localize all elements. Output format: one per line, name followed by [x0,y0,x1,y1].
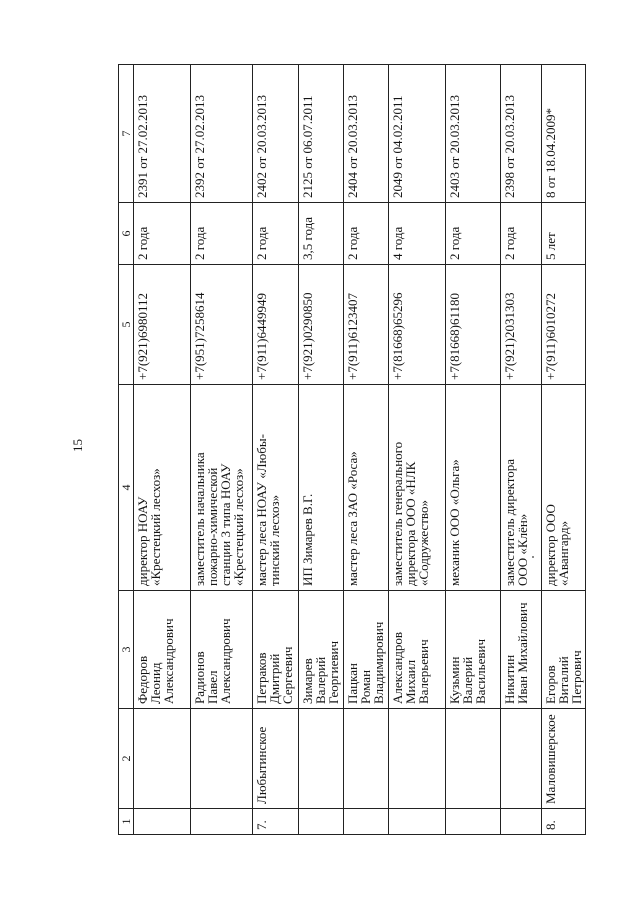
cell-district [344,709,389,809]
cell-position: директор ООО «Авангард» [542,385,586,591]
cell-certificate: 2404 от 20.03.2013 [344,65,389,203]
table-row [389,65,446,835]
rotated-table-container [118,65,584,835]
cell-name: Егоров Виталий Петрович [542,591,586,709]
table-row [542,65,586,835]
cell-num: 8. [542,809,586,835]
cell-certificate: 2398 от 20.03.2013 [501,65,542,203]
header-cell: 6 [119,203,134,265]
table-row [299,65,344,835]
column-number-row [119,65,134,835]
cell-name: Федоров Леонид Александрович [134,591,191,709]
cell-phone: +7(911)6010272 [542,265,586,385]
cell-phone: +7(921)6980112 [134,265,191,385]
cell-position: директор НОАУ «Крестецкий лесхоз» [134,385,191,591]
cell-position: ИП Зимарев В.Г. [299,385,344,591]
table-row [191,65,253,835]
cell-certificate: 2403 от 20.03.2013 [446,65,501,203]
cell-position: заместитель начальника пожарно-химической станции 3 типа НОАУ «Крестецкий лесхоз» [191,385,253,591]
cell-phone: +7(81668)61180 [446,265,501,385]
cell-certificate: 2391 от 27.02.2013 [134,65,191,203]
cell-num [299,809,344,835]
cell-term: 2 года [344,203,389,265]
cell-certificate: 8 от 18.04.2009* [542,65,586,203]
cell-num [389,809,446,835]
cell-term: 4 года [389,203,446,265]
cell-name: Радионов Павел Александрович [191,591,253,709]
cell-position: механик ООО «Ольга» [446,385,501,591]
cell-num [344,809,389,835]
cell-position: мастер леса ЗАО «Роса» [344,385,389,591]
header-cell: 7 [119,65,134,203]
table-row [344,65,389,835]
cell-district [501,709,542,809]
table-row [446,65,501,835]
cell-name: Кузьмин Валерий Васильевич [446,591,501,709]
cell-term: 2 года [134,203,191,265]
cell-certificate: 2392 от 27.02.2013 [191,65,253,203]
cell-phone: +7(921)2031303 [501,265,542,385]
cell-num [134,809,191,835]
cell-name: Никитин Иван Михайлович [501,591,542,709]
table-row [501,65,542,835]
cell-position: заместитель директора ООО «Клён» [501,385,542,591]
cell-district [299,709,344,809]
cell-name: Петраков Дмитрий Сергеевич [253,591,299,709]
cell-term: 2 года [253,203,299,265]
cell-term: 3,5 года [299,203,344,265]
cell-name: Зимарев Валерий Георгиевич [299,591,344,709]
cell-district: Маловишерское [542,709,586,809]
cell-phone: +7(951)7258614 [191,265,253,385]
cell-certificate: 2402 от 20.03.2013 [253,65,299,203]
cell-num: 7. [253,809,299,835]
personnel-table [118,64,586,835]
page-number: 15 [70,439,85,452]
cell-district [191,709,253,809]
header-cell: 2 [119,709,134,809]
cell-term: 2 года [501,203,542,265]
cell-name: Пацкан Роман Владимирович [344,591,389,709]
cell-district [134,709,191,809]
header-cell: 5 [119,265,134,385]
cell-num [191,809,253,835]
table-row [134,65,191,835]
cell-district [389,709,446,809]
header-cell: 1 [119,809,134,835]
cell-name: Александров Михаил Валерьевич [389,591,446,709]
cell-term: 2 года [446,203,501,265]
cell-phone: +7(911)6449949 [253,265,299,385]
cell-term: 2 года [191,203,253,265]
cell-certificate: 2125 от 06.07.2011 [299,65,344,203]
header-cell: 4 [119,385,134,591]
cell-phone: +7(911)6123407 [344,265,389,385]
header-cell: 3 [119,591,134,709]
table-row [253,65,299,835]
cell-district: Любытинское [253,709,299,809]
cell-term: 5 лет [542,203,586,265]
cell-num [446,809,501,835]
cell-position: заместитель генерального директора ООО «НЛК «Содружество» [389,385,446,591]
cell-phone: +7(81668)65296 [389,265,446,385]
cell-num [501,809,542,835]
cell-position: мастер леса НОАУ «Любы- тинский лесхоз» [253,385,299,591]
cell-certificate: 2049 от 04.02.2011 [389,65,446,203]
cell-phone: +7(921)0290850 [299,265,344,385]
cell-district [446,709,501,809]
